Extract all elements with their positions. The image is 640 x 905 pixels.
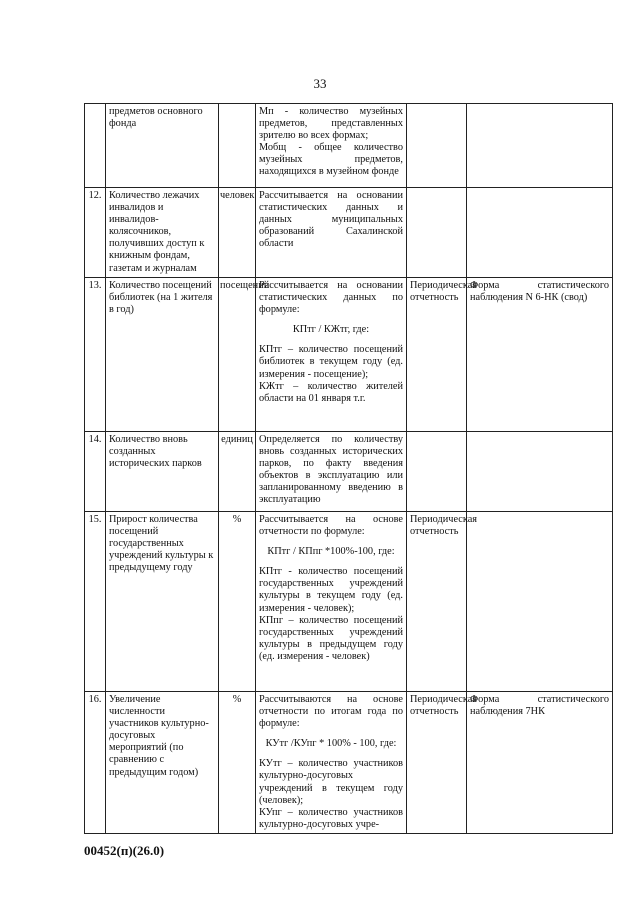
row-number-cell: 16. [85, 692, 106, 834]
table-row [85, 512, 613, 692]
formula-variable-definition: КУпг – количество участников культурно-досуговых учре- [259, 806, 403, 830]
table-row [85, 432, 613, 512]
calculation-method-cell [256, 104, 407, 188]
indicator-table [84, 103, 613, 834]
formula-variable-definition: Мобщ - общее количество музейных предметов, находящихся в музейном фонде [259, 142, 403, 178]
unit-cell: % [219, 692, 256, 834]
method-description: Рассчитывается на основе отчетности по формуле: [259, 514, 403, 538]
method-formula: КПтг / КПпг *100%-100, где: [267, 546, 395, 558]
indicator-name-cell: Количество посещений библиотек (на 1 жителя в год) [106, 278, 219, 432]
document-code: 00452(п)(26.0) [84, 843, 165, 858]
indicator-name-cell: Количество вновь созданных исторических парков [106, 432, 219, 512]
calculation-method-cell [256, 432, 407, 512]
indicator-name-cell: Количество лежачих инвалидов и инвалидов-колясочников, получивших доступ к книжным фондам, газетам и журналам [106, 188, 219, 278]
periodicity-cell: Периодическая отчетность [407, 278, 467, 432]
indicator-name-cell: предметов основного фонда [106, 104, 219, 188]
table-row [85, 278, 613, 432]
method-description: Рассчитываются на основе отчетности по итогам года по формуле: [259, 694, 403, 730]
formula-variable-definition: КЖтг – количество жителей области на 01 января т.г. [259, 380, 403, 404]
page-number: 33 [313, 76, 327, 91]
unit-cell [219, 104, 256, 188]
table-row [85, 692, 613, 834]
row-number-cell: 15. [85, 512, 106, 692]
method-formula: КПтг / КЖтг, где: [292, 324, 370, 336]
method-description: Рассчитывается на основании статистических данных и данных муниципальных образований Сахалинской области [259, 190, 403, 250]
unit-cell: % [219, 512, 256, 692]
indicator-name-cell: Увеличение численности участников культурно-досуговых мероприятий (по сравнению с предыдущим годом) [106, 692, 219, 834]
source-form-cell [467, 432, 613, 512]
row-number-cell: 12. [85, 188, 106, 278]
periodicity-cell [407, 104, 467, 188]
unit-cell: посещений [219, 278, 256, 432]
row-number-cell: 13. [85, 278, 106, 432]
periodicity-cell: Периодическая отчетность [407, 512, 467, 692]
source-form-cell [467, 104, 613, 188]
formula-variable-definition: КПтг - количество посещений государственных учреждений культуры в текущем году (ед. измерения - человек); [259, 566, 403, 614]
table-row [85, 188, 613, 278]
method-description: Рассчитывается на основании статистических данных по формуле: [259, 280, 403, 316]
periodicity-cell: Периодическая отчетность [407, 692, 467, 834]
indicator-name-cell: Прирост количества посещений государственных учреждений культуры к предыдущему году [106, 512, 219, 692]
source-form-cell: Форма статистического наблюдения N 6-НК (свод) [467, 278, 613, 432]
formula-variable-definition: КПтг – количество посещений библиотек в текущем году (ед. измерения - посещение); [259, 344, 403, 380]
unit-cell: человек [219, 188, 256, 278]
source-form-cell [467, 512, 613, 692]
calculation-method-cell [256, 512, 407, 692]
table-row [85, 104, 613, 188]
calculation-method-cell [256, 188, 407, 278]
row-number-cell: 14. [85, 432, 106, 512]
calculation-method-cell [256, 278, 407, 432]
periodicity-cell [407, 432, 467, 512]
method-formula: КУтг /КУпг * 100% - 100, где: [265, 738, 397, 750]
formula-variable-definition: КПпг – количество посещений государственных учреждений культуры в предыдущем году (ед. измерения - человек) [259, 614, 403, 662]
formula-variable-definition: КУтг – количество участников культурно-досуговых учреждений в текущем году (человек); [259, 758, 403, 806]
calculation-method-cell [256, 692, 407, 834]
row-number-cell [85, 104, 106, 188]
source-form-cell [467, 188, 613, 278]
periodicity-cell [407, 188, 467, 278]
unit-cell: единиц [219, 432, 256, 512]
method-description: Определяется по количеству вновь созданных исторических парков, по факту введения объектов в эксплуатацию или запланированному введению в эксплуатацию [259, 434, 403, 506]
source-form-cell: Форма статистического наблюдения 7НК [467, 692, 613, 834]
method-description: Мп - количество музейных предметов, представленных зрителю во всех формах; [259, 106, 403, 142]
